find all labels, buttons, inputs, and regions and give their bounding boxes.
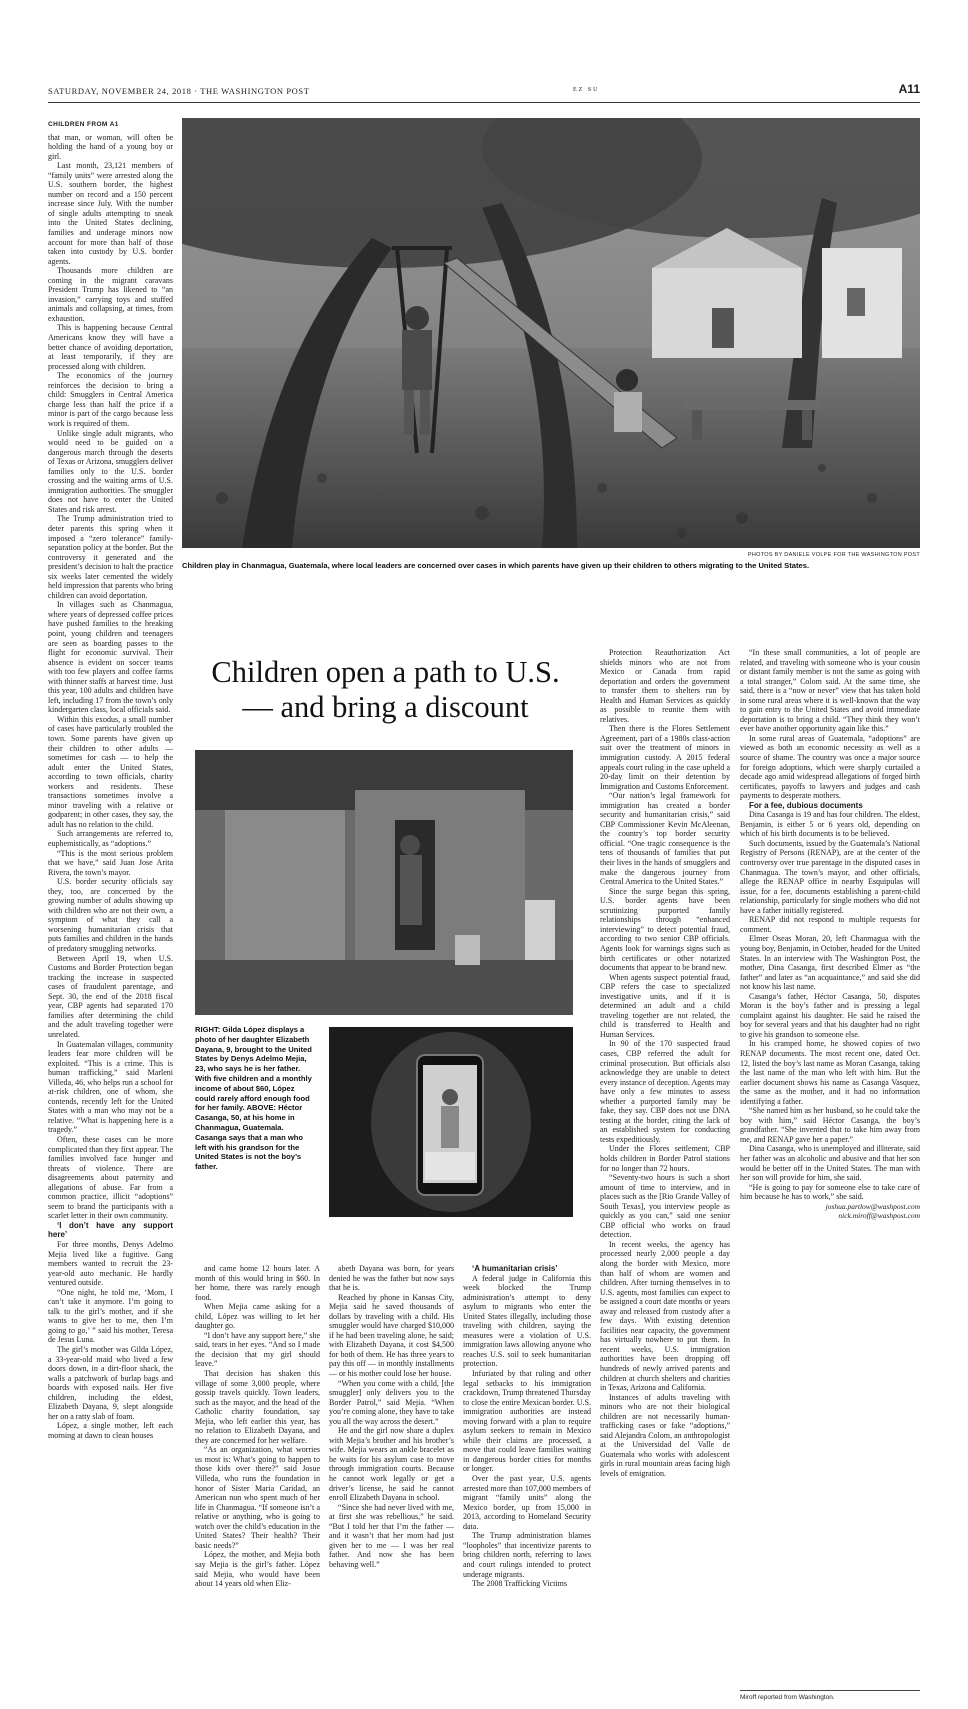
signoff-miroff: nick.miroff@washpost.com [838,1211,920,1221]
paragraph: Such arrangements are referred to, euphemistically, as “adoptions.” [48,829,173,849]
paragraph: Thousands more children are coming in the migrant caravans President Trump has likened to “an invasion,” carrying toys and stuffed animals and collapsing, at times, from exhaustion. [48,266,173,323]
paragraph: Unlike single adult migrants, who would need to be guided on a dangerous march through the deserts of Texas or Arizona, smugglers deliver families only to the U.S. border crossing and the waiting arms of U.S. immigration authorities. The smuggler does not have to enter the United States and risk arrest. [48,428,173,514]
paragraph: Such documents, issued by the Guatemala’s National Registry of Persons (RENAP), are at the center of the controversy over true parentage in the disputed cases in Chanmagua. The town’s mayor, and other officials, allege the RENAP office in nearby Esquipulas will issue, for a fee, documents establishing a parent-child relationship, particularly for single mothers who did not have a father initially registered. [740,838,920,915]
signoff-partlow: joshua.partlow@washpost.com [825,1201,920,1211]
article-column-4 [600,648,730,1684]
paragraph: Since the surge began this spring, U.S. border agents have been scrutinizing purported family relationships through “enhanced interviewing” to detect potential fraud, according to two senior CBP officials. Agents look for warnings signs such as birth certificates or other notarized documents that appear to be brand new. [600,886,730,973]
phone-photo-illustration [329,1027,573,1217]
paragraph: “Seventy-two hours is such a short amount of time to interview, and in places such as the [Rio Grande Valley of South Texas], you interview people as quickly as you can,” said one senior CBP official who works on fraud detection. [600,1173,730,1240]
paragraph: “Our nation’s legal framework for immigration has created a border security and humanitarian crisis,” said CBP Commissioner Kevin McAleenan, the country’s top border security official. “One tragic consequence is the tens of thousands of families that put their lives in the hands of smugglers and make the dangerous journey from Central America to the United States.” [600,791,730,887]
inset-photo-hector-casanga [195,750,573,1015]
paragraph: In recent weeks, the agency has processed nearly 2,000 people a day along the border with Mexico, more than half of whom are women and children. After turning themselves in to U.S. agents, most families can expect to be assigned a court date months or years away and released from custody after a few days. With existing detention facilities near capacity, the government has virtually nowhere to put them. In recent weeks, U.S. immigration authorities have been dropping off hundreds of newly arrived parents and children at church shelters and charities in Texas, Arizona and California. [600,1239,730,1393]
main-photo-playground [182,118,920,548]
paragraph: In villages such as Chanmagua, where years of depressed coffee prices have pushed families to the breaking point, young children and teenagers are seen as boarding passes to the flight for economic survival. Their absence is evident on soccer teams with too few players and coffee farms with thinner staffs at harvest time. Just this year, 100 adults and children have left, including 17 from the town’s only kindergarten class, local officials said. [48,600,173,715]
paragraph: Over the past year, U.S. agents arrested more than 107,000 members of migrant “family units” along the Mexico border, up from 15,000 in 2013, according to Homeland Security data. [463,1474,591,1531]
article-column-2 [195,1264,320,1684]
paragraph: Infuriated by that ruling and other legal setbacks to his immigration crackdown, Trump threatened Thursday to close the entire Mexican border. U.S. immigration authorities are instead moving forward with a plan to require asylum seekers to remain in Mexico while their claims are processed, a move that could leave families waiting in dangerous border cities for months or longer. [463,1369,591,1474]
paragraph: Dina Casanga is 19 and has four children. The eldest, Benjamin, is either 5 or 6 years old, depending on which of his birth documents is to be believed. [740,810,920,839]
main-photo-caption: Children play in Chanmagua, Guatemala, where local leaders are concerned over cases in which parents have given up their children to others migrating to the United States. [182,561,810,570]
col1-tail [48,1240,173,1440]
paragraph: Within this exodus, a small number of cases have particularly troubled the town. Some parents have given up their children to other adults — sometimes for cash — to help the adult enter the United States, according to town officials, charity workers and residents. These transactions sometimes involve a minor traveling with a relative or godparent; in other cases, they say, the adult has no relation to the child. [48,714,173,829]
paragraph: The Trump administration blames “loopholes” that incentivize parents to bring children north, referring to laws and court rulings intended to protect underage migrants. [463,1531,591,1579]
col4-body [463,1274,591,1589]
paragraph: RENAP did not respond to multiple requests for comment. [740,915,920,934]
paragraph: For three months, Denys Adelmo Mejia lived like a fugitive. Gang members wanted to recruit the 23-year-old auto mechanic. He hardly ventured outside. [48,1239,173,1288]
paragraph: The girl’s mother was Gilda López, a 33-year-old maid who lived a few doors down, in a dirt-floor shack, the walls a patchwork of burlap bags and boards with exposed nails. Her five children, including the eldest, Elizabeth Dayana, 9, slept alongside her on a ratty slab of foam. [48,1345,173,1421]
paragraph: Dina Casanga, who is unemployed and illiterate, said her father was an alcoholic and abusive and that her son would be better off in the United States. The man with her son will provide for him, she said. [740,1144,920,1183]
col4-top-body [600,648,730,1479]
paragraph: A federal judge in California this week blocked the Trump administration’s attempt to deny asylum to migrants who enter the United States illegally, including those traveling with children, saying the measures were a violation of U.S. immigration laws allowing anyone who reaches U.S. soil to seek humanitarian protection. [463,1273,591,1369]
paragraph: In 90 of the 170 suspected fraud cases, CBP referred the adult for criminal prosecution. But officials also acknowledge they are unable to detect every instance of deception. Agents may have only a few minutes to assess whether a purported family may be fake, they say. CBP does not use DNA testing at the border, citing the lack of an established system for conducting tests expeditiously. [600,1039,730,1144]
paragraph: that man, or woman, will often be holding the hand of a young boy or girl. [48,132,173,161]
paragraph: When Mejia came asking for a child, López was willing to let her daughter go. [195,1302,320,1331]
paragraph: “One night, he told me, ‘Mom, I can’t take it anymore. I’m going to talk to the girl’s mother, and if she wants to give her to me, then I’m going to go,’ ” said his mother, Teresa de Jesus Luna. [48,1287,173,1345]
paragraph: That decision has shaken this village of some 3,000 people, where gossip travels quickly. Town leaders, such as the mayor, and the head of the Catholic charity foundation, say Mejia, who left earlier this year, has no relation to Elizabeth Dayana, and they are concerned for her welfare. [195,1369,320,1445]
photo-credit: PHOTOS BY DANIELE VOLPE FOR THE WASHINGTON POST [747,552,920,558]
paragraph: “She named him as her husband, so he could take the boy with him,” said Héctor Casanga, the boy’s grandfather. “She invented that to take him away from me, and RENAP gave her a paper.” [740,1106,920,1144]
col1-body [48,133,173,1221]
col3-body [329,1264,454,1570]
col5-tail [740,810,920,1201]
reporting-footnote: Miroff reported from Washington. [740,1694,835,1701]
paragraph: Then there is the Flores Settlement Agreement, part of a 1980s class-action suit over the treatment of minors in immigration custody. A 2015 federal appeals court ruling in the case upheld a 20-day limit on their detention by Immigration and Customs Enforcement. [600,724,730,791]
home-interior-illustration [195,750,573,1015]
page-number: A11 [898,82,920,96]
paragraph: In Guatemalan villages, community leaders fear more children will be exploited. “This is a crime. This is human trafficking,” said Marleni Villeda, 46, who helps run a school for at-risk children, one of whom, she contends, recently left for the United States with a man who may not be a relative. “What is happening here is a tragedy.” [48,1039,173,1135]
masthead [48,84,920,98]
article-column-5 [740,648,920,1688]
paragraph: In some rural areas of Guatemala, “adoptions” are viewed as both an economic necessity as well as a source of shame. The country was once a major source for foreign adoptions, which were sharply curtailed a decade ago amid widespread allegations of forged birth certificates, payoffs to lawyers and judges and cash payments to desperate mothers. [740,733,920,801]
subhead-dubious-documents: For a fee, dubious documents [749,800,863,810]
footnote-rule [740,1690,920,1691]
paragraph: Elmer Oseas Moran, 20, left Chanmagua with the young boy, Benjamin, in October, headed for the United States. In an interview with The Washington Post, the mother, Dina Casanga, first described Elmer as “the father” and later as “an acquaintance,” and said she did not know his last name. [740,934,920,992]
paragraph: Last month, 23,121 members of “family units” were arrested along the U.S. southern border, the highest number on record and a 150 percent increase since July. With the number of single adults attempting to sneak into the United States declining, families and underage minors now account for more than half of those taken into custody by U.S. border agents. [48,161,173,266]
paragraph: “When you come with a child, [the smuggler] only delivers you to the Border Patrol,” said Mejia. “When you’re coming alone, they have to take you all the way across the desert.” [329,1378,454,1426]
col2-body [195,1264,320,1589]
jump-kicker: CHILDREN FROM A1 [48,121,119,128]
paragraph: “He is going to pay for someone else to take care of him because he has to work,” she said. [740,1182,920,1202]
article-headline: Children open a path to U.S. — and bring a discount [211,655,560,724]
subhead-support: ‘I don’t have any support here’ [48,1220,173,1240]
article-column-3 [329,1264,454,1684]
article-column-humanitarian [463,1264,591,1684]
paragraph: When agents suspect potential fraud, CBP refers the case to specialized investigative units, and if it is determined an adult and a child traveling together are not related, the child is transferred to Health and Human Services. [600,972,730,1039]
paragraph: abeth Dayana was born, for years denied he was the father but now says that he is. [329,1264,454,1293]
paragraph: Protection Reauthorization Act shields minors who are not from Mexico or Canada from rapid deportation and orders the government to transfer them to shelters run by Health and Human Services as quickly as possible to reunite them with relatives. [600,648,730,724]
paragraph: The 2008 Trafficking Victims [472,1579,567,1589]
paragraph: and came home 12 hours later. A month of this would bring in $60. In her home, there was rarely enough food. [195,1264,320,1302]
paragraph: U.S. border security officials say they, too, are concerned by the growing number of adults showing up with children who are not their own, a symptom of what they call a worsening humanitarian crisis that puts families and children in the hands of predatory smuggling networks. [48,877,173,954]
masthead-edition: EZ SU [573,87,600,93]
paragraph: In his cramped home, he showed copies of two RENAP documents. The most recent one, dated Oct. 12, listed the boy’s last name as Moran Casanga, taking the last name of the man who left with him. But the earlier document shows his name as Casanga Vasquez, the same as the mother, and it had no information identifying a father. [740,1039,920,1106]
masthead-dateline: SATURDAY, NOVEMBER 24, 2018 · THE WASHINGTON POST [48,86,310,96]
paragraph: Reached by phone in Kansas City, Mejia said he saved thousands of dollars by traveling with a child. His smuggler would have charged $10,000 if he had been traveling alone, he said; with Elizabeth Dayana, it cost $4,500 for both of them. He has three years to pay this off — in monthly installments — or his mother could lose her house. [329,1292,454,1379]
article-column-1 [48,120,173,1680]
paragraph: “As an organization, what worries us most is: What’s going to happen to those kids over there?” said Josue Villeda, who runs the foundation in honor of Sister Maria Caridad, an American nun who spent much of her life in Chanmagua. “If someone isn’t a relative or anything, who is going to watch over the child’s education in the United States? Their health? Their basic needs?” [195,1445,320,1550]
paragraph: “Since she had never lived with me, at first she was rebellious,” he said. “But I told her that I’m the father — and it wasn’t that her mom had just given her to me — I was her real father. And now she has been behaving well.” [329,1502,454,1569]
col5-body [740,648,920,801]
inset-photo-phone [329,1027,573,1217]
inset-photo-caption: RIGHT: Gilda López displays a photo of her daughter Elizabeth Dayana, 9, brought to the United States by Denys Adelmo Mejia, 23, who says he is her father. With five children and a monthly income of about $60, López could rarely afford enough food for her family. ABOVE: Héctor Casanga, 50, at his home in Chanmagua, Guatemala. Casanga says that a man who left with his grandson for the United States is not the boy’s father. [195,1025,312,1172]
paragraph: This is happening because Central Americans know they will have a better chance of avoiding deportation, at least temporarily, if they are processed along with children. [48,323,173,371]
paragraph: He and the girl now share a duplex with Mejia’s brother and his brother’s wife. Mejia wears an ankle bracelet as he waits for his asylum case to move through immigration courts. Because he cannot work legally or get a driver’s license, he said he cannot enroll Elizabeth Dayana in school. [329,1426,454,1503]
playground-photo-illustration [182,118,920,548]
paragraph: López, the mother, and Mejia both say Mejia is the girl’s father. López said Mejia, who would have been about 14 years old when Eliz- [195,1550,320,1589]
subhead-humanitarian-crisis: ‘A humanitarian crisis’ [472,1264,558,1273]
paragraph: Between April 19, when U.S. Customs and Border Protection began tracking the increase in suspected cases of fraudulent parentage, and Sept. 30, the end of the 2018 fiscal year, CBP agents had separated 170 families after determining the child and the adult traveling together were unrelated. [48,953,173,1039]
paragraph: The Trump administration tried to deter parents this spring when it imposed a “zero tolerance” family-separation policy at the border. But the controversy it generated and the president’s decision to halt the practice six weeks later cemented the widely held impression that parents who bring children can avoid deportation. [48,514,173,600]
paragraph: “This is the most serious problem that we have,” said Juan Jose Arita Rivera, the town’s mayor. [48,848,173,877]
masthead-rule [48,102,920,103]
paragraph: “I don’t have any support here,” she said, tears in her eyes. “And so I made the decision that my girl should leave.” [195,1330,320,1369]
paragraph: Casanga’s father, Héctor Casanga, 50, disputes Moran is the boy’s father and is pressing a legal complaint against his daughter. He said he raised the boy for several years and that his daughter had no right to give his grandson to someone else. [740,991,920,1039]
paragraph: López, a single mother, left each morning at dawn to clean houses [48,1421,173,1440]
paragraph: Instances of adults traveling with minors who are not their biological children are not necessarily human-trafficking cases or fake “adoptions,” said Alejandra Colom, an anthropologist at the Universidad del Valle de Guatemala who works with adolescent girls in rural mountain areas facing high levels of emigration. [600,1392,730,1479]
paragraph: The economics of the journey reinforces the decision to bring a child: Smugglers in Central America charge less than half the price if a minor is part of the cargo because less work is required of them. [48,371,173,428]
paragraph: Under the Flores settlement, CBP holds children in Border Patrol stations for no longer than 72 hours. [600,1144,730,1173]
paragraph: “In these small communities, a lot of people are related, and traveling with someone who is your cousin or distant family member is not the same as going with a total stranger,” Colom said. At the same time, she said, there is a “now or never” view that has taken hold in some rural areas where it is well-known that the way to gain entry to the United States and avoid immediate deportation is to bring a child. “They think they won’t ever have another opportunity again like this.” [740,648,920,734]
paragraph: Often, these cases can be more complicated than they first appear. The families involved face hunger and threats of violence. There are disagreements about paternity and allegations of abuse. Far from a common practice, illicit “adoptions” seem to brand the participants with a scarlet letter in their own community. [48,1134,173,1221]
